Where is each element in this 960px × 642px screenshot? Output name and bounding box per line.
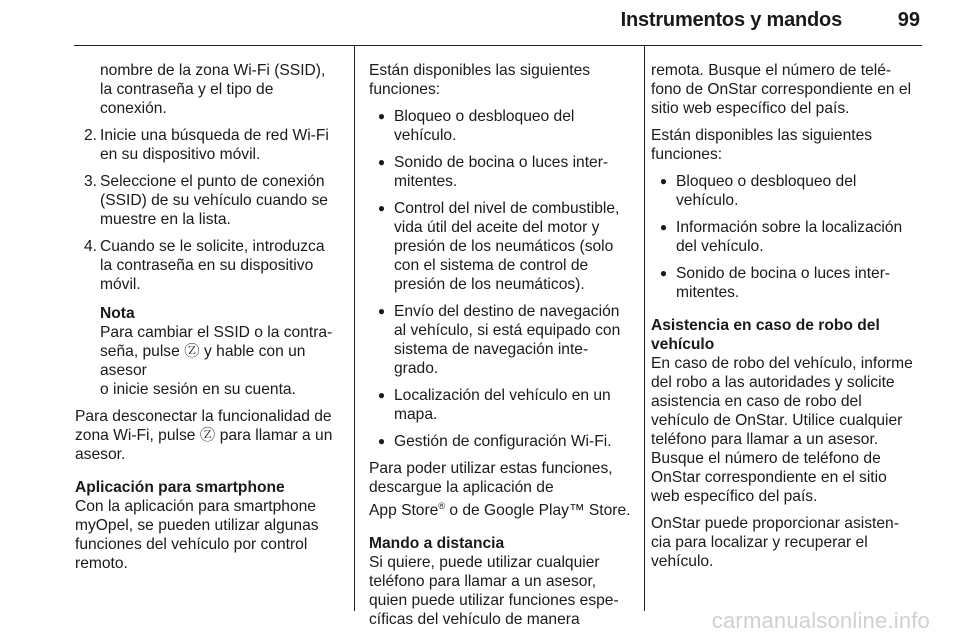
step-number: 4. <box>83 238 97 255</box>
theft-assistance-section <box>651 316 927 506</box>
bullet-item <box>369 386 637 424</box>
bullet-icon: ● <box>377 388 386 402</box>
registered-mark: ® <box>438 501 445 511</box>
step-text: Seleccione el punto de conexión (SSID) de su vehículo cuando se muestre en la lista. <box>100 173 328 228</box>
bullet-text: Sonido de bocina o luces inter- mitentes. <box>394 154 609 190</box>
onstar-paragraph: OnStar puede proporcionar asisten- cia para localizar y recuperar el vehículo. <box>651 515 899 570</box>
header-divider <box>74 45 922 46</box>
note-body: Para cambiar el SSID o la contra- seña, pulse Ⓩ y hable con un asesor o inicie sesión en su cuenta. <box>100 324 333 398</box>
section-body: Si quiere, puede utilizar cualquier teléfono para llamar a un asesor, quien puede utilizar funciones espe- cíficas del vehículo de manera <box>369 554 619 629</box>
bullet-text: Sonido de bocina o luces inter- mitentes. <box>676 265 891 301</box>
section-body: En caso de robo del vehículo, informe del robo a las autoridades y solicite asistencia en caso de robo del vehículo de OnStar. Utilice cualquier teléfono para llamar a un asesor. Busque el número de teléfono de OnStar correspondiente en el sitio web específico del país. <box>651 355 913 505</box>
column-3 <box>651 61 927 579</box>
bullet-item <box>651 172 927 210</box>
bullet-item <box>369 107 637 145</box>
bullet-icon: ● <box>377 434 386 448</box>
column-1 <box>75 61 345 581</box>
column-2 <box>369 61 637 637</box>
remote-control-section <box>369 534 637 629</box>
functions-intro: Están disponibles las siguientes funciones: <box>651 127 873 163</box>
bullet-text: Bloqueo o desbloqueo del vehículo. <box>394 108 575 144</box>
disconnect-paragraph: Para desconectar la funcionalidad de zona Wi-Fi, pulse Ⓩ para llamar a un asesor. <box>75 408 333 463</box>
column-divider <box>644 46 645 611</box>
section-heading: Aplicación para smartphone <box>75 479 285 496</box>
functions-intro: Están disponibles las siguientes funciones: <box>369 62 591 98</box>
bullet-text: Información sobre la localización del vehículo. <box>676 219 903 255</box>
page-number: 99 <box>897 9 920 31</box>
step-1-continuation: nombre de la zona Wi-Fi (SSID), la contraseña y el tipo de conexión. <box>100 62 326 117</box>
section-heading: Mando a distancia <box>369 535 505 553</box>
bullet-text: Control del nivel de combustible, vida útil del aceite del motor y presión de los neumáticos (solo con el sistema de control de presión de los neumáticos). <box>394 200 620 293</box>
download-paragraph <box>369 459 637 520</box>
step-number: 2. <box>83 127 97 144</box>
bullet-text: Envío del destino de navegación al vehículo, si está equipado con sistema de navegación inte- grado. <box>394 303 621 377</box>
section-heading: Asistencia en caso de robo del vehículo <box>651 317 880 353</box>
numbered-step <box>75 126 345 164</box>
bullet-text: Localización del vehículo en un mapa. <box>394 387 611 423</box>
download-text-end: o de Google Play™ Store. <box>445 502 631 520</box>
bullet-item <box>369 432 637 451</box>
numbered-step <box>75 237 345 294</box>
bullet-icon: ● <box>377 201 386 215</box>
watermark-footer: carmanualsonline.info <box>711 608 930 633</box>
bullet-item <box>369 199 637 294</box>
bullet-item <box>651 218 927 256</box>
bullet-icon: ● <box>659 220 668 234</box>
bullet-item <box>369 153 637 191</box>
column-divider <box>354 46 355 611</box>
bullet-icon: ● <box>377 155 386 169</box>
section-body: Con la aplicación para smartphone myOpel, se pueden utilizar algunas funciones del vehículo por control remoto. <box>75 498 319 572</box>
remote-continuation: remota. Busque el número de telé- fono de OnStar correspondiente en el sitio web específico del país. <box>651 62 912 117</box>
bullet-text: Gestión de configuración Wi-Fi. <box>394 433 612 450</box>
download-text: Para poder utilizar estas funciones, descargue la aplicación de App Store <box>369 460 613 520</box>
page-header-title: Instrumentos y mandos <box>620 9 842 31</box>
bullet-icon: ● <box>659 266 668 280</box>
bullet-icon: ● <box>377 109 386 123</box>
bullet-icon: ● <box>659 174 668 188</box>
note-heading: Nota <box>100 305 135 322</box>
bullet-icon: ● <box>377 304 386 318</box>
step-text: Inicie una búsqueda de red Wi-Fi en su dispositivo móvil. <box>100 127 329 163</box>
bullet-text: Bloqueo o desbloqueo del vehículo. <box>676 173 857 209</box>
step-number: 3. <box>83 173 97 190</box>
numbered-step <box>75 172 345 229</box>
smartphone-app-section <box>75 478 345 573</box>
bullet-item <box>369 302 637 378</box>
step-text: Cuando se le solicite, introduzca la contraseña en su dispositivo móvil. <box>100 238 325 293</box>
note-block <box>75 304 345 399</box>
bullet-item <box>651 264 927 302</box>
